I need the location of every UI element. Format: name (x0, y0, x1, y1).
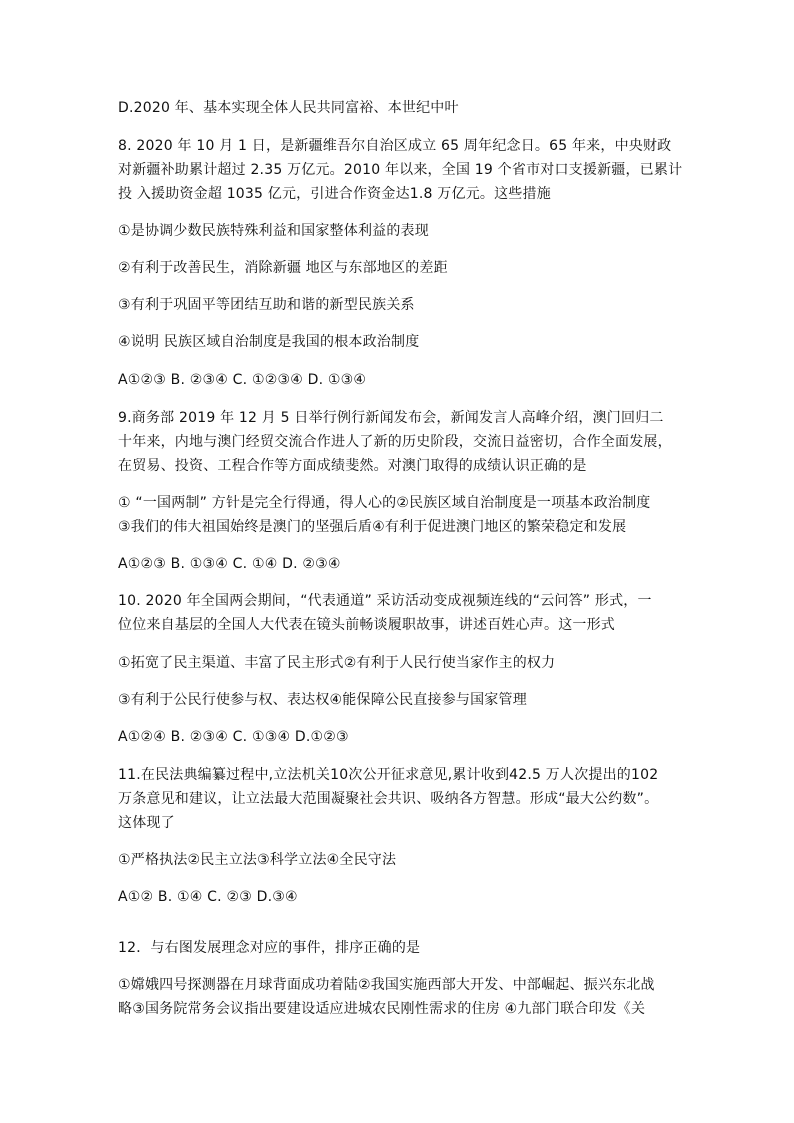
text-line: ①嫦娥四号探测器在月球背面成功着陆②我国实施西部大开发、中部崛起、振兴东北战 (118, 977, 655, 993)
answer-options: A①②③ B. ①③④ C. ①④ D. ②③④ (118, 556, 341, 572)
text-line: 这体现了 (118, 815, 175, 831)
text-line: 对新疆补助累计超过 2.35 万亿元。2010 年以来，全国 19 个省市对口支援新疆，已累计 (118, 162, 683, 178)
text-line: 在贸易、投资、工程合作等方面成绩斐然。对澳门取得的成绩认识正确的是 (118, 458, 587, 474)
text-line: ①严格执法②民主立法③科学立法④全民守法 (118, 852, 397, 868)
text-line: ②有利于改善民生，消除新疆 地区与东部地区的差距 (118, 260, 448, 276)
text-line: ③有利于公民行使参与权、表达权④能保障公民直接参与国家管理 (118, 692, 527, 708)
text-line: ① “一国两制” 方针是完全行得通，得人心的②民族区域自治制度是一项基本政治制度 (118, 495, 651, 511)
answer-options: A①②④ B. ②③④ C. ①③④ D.①②③ (118, 729, 349, 745)
text-line: ①拓宽了民主渠道、丰富了民主形式②有利于人民行使当家作主的权力 (118, 655, 556, 671)
text-line: ③我们的伟大祖国始终是澳门的坚强后盾④有利于促进澳门地区的繁荣稳定和发展 (118, 519, 627, 535)
text-line: D.2020 年、基本实现全体人民共同富裕、本世纪中叶 (118, 100, 459, 116)
text-line: 12．与右图发展理念对应的事件，排序正确的是 (118, 940, 421, 956)
text-line: 9.商务部 2019 年 12 月 5 日举行例行新闻发布会，新闻发言人高峰介绍，澳门回归二 (118, 410, 664, 426)
text-line: 位位来自基层的全国人大代表在镜头前畅谈履职故事，讲述百姓心声。这一形式 (118, 617, 615, 633)
answer-options: A①② B. ①④ C. ②③ D.③④ (118, 889, 298, 905)
text-line: ④说明 民族区域自治制度是我国的根本政治制度 (118, 334, 420, 350)
text-line: ③有利于巩固平等团结互助和谐的新型民族关系 (118, 297, 415, 313)
text-line: 11.在民法典编纂过程中,立法机关10次公开征求意见,累计收到42.5 万人次提出的102 (118, 767, 659, 783)
text-line: 10. 2020 年全国两会期间，“代表通道” 采访活动变成视频连线的“云问答” 形式，一 (118, 593, 652, 609)
text-line: 投 入援助资金超 1035 亿元，引进合作资金达1.8 万亿元。这些措施 (118, 186, 551, 202)
answer-options: A①②③ B. ②③④ C. ①②③④ D. ①③④ (118, 372, 367, 388)
text-line: 8. 2020 年 10 月 1 日，是新疆维吾尔自治区成立 65 周年纪念日。65 年来，中央财政 (118, 138, 672, 154)
text-line: 略③国务院常务会议指出要建设适应进城农民刚性需求的住房 ④九部门联合印发《关 (118, 1001, 646, 1017)
text-line: ①是协调少数民族特殊利益和国家整体利益的表现 (118, 223, 429, 239)
text-line: 万条意见和建议，让立法最大范围凝聚社会共识、吸纳各方智慧。形成“最大公约数”。 (118, 791, 659, 807)
text-line: 十年来，内地与澳门经贸交流合作进人了新的历史阶段，交流日益密切，合作全面发展， (118, 434, 672, 450)
